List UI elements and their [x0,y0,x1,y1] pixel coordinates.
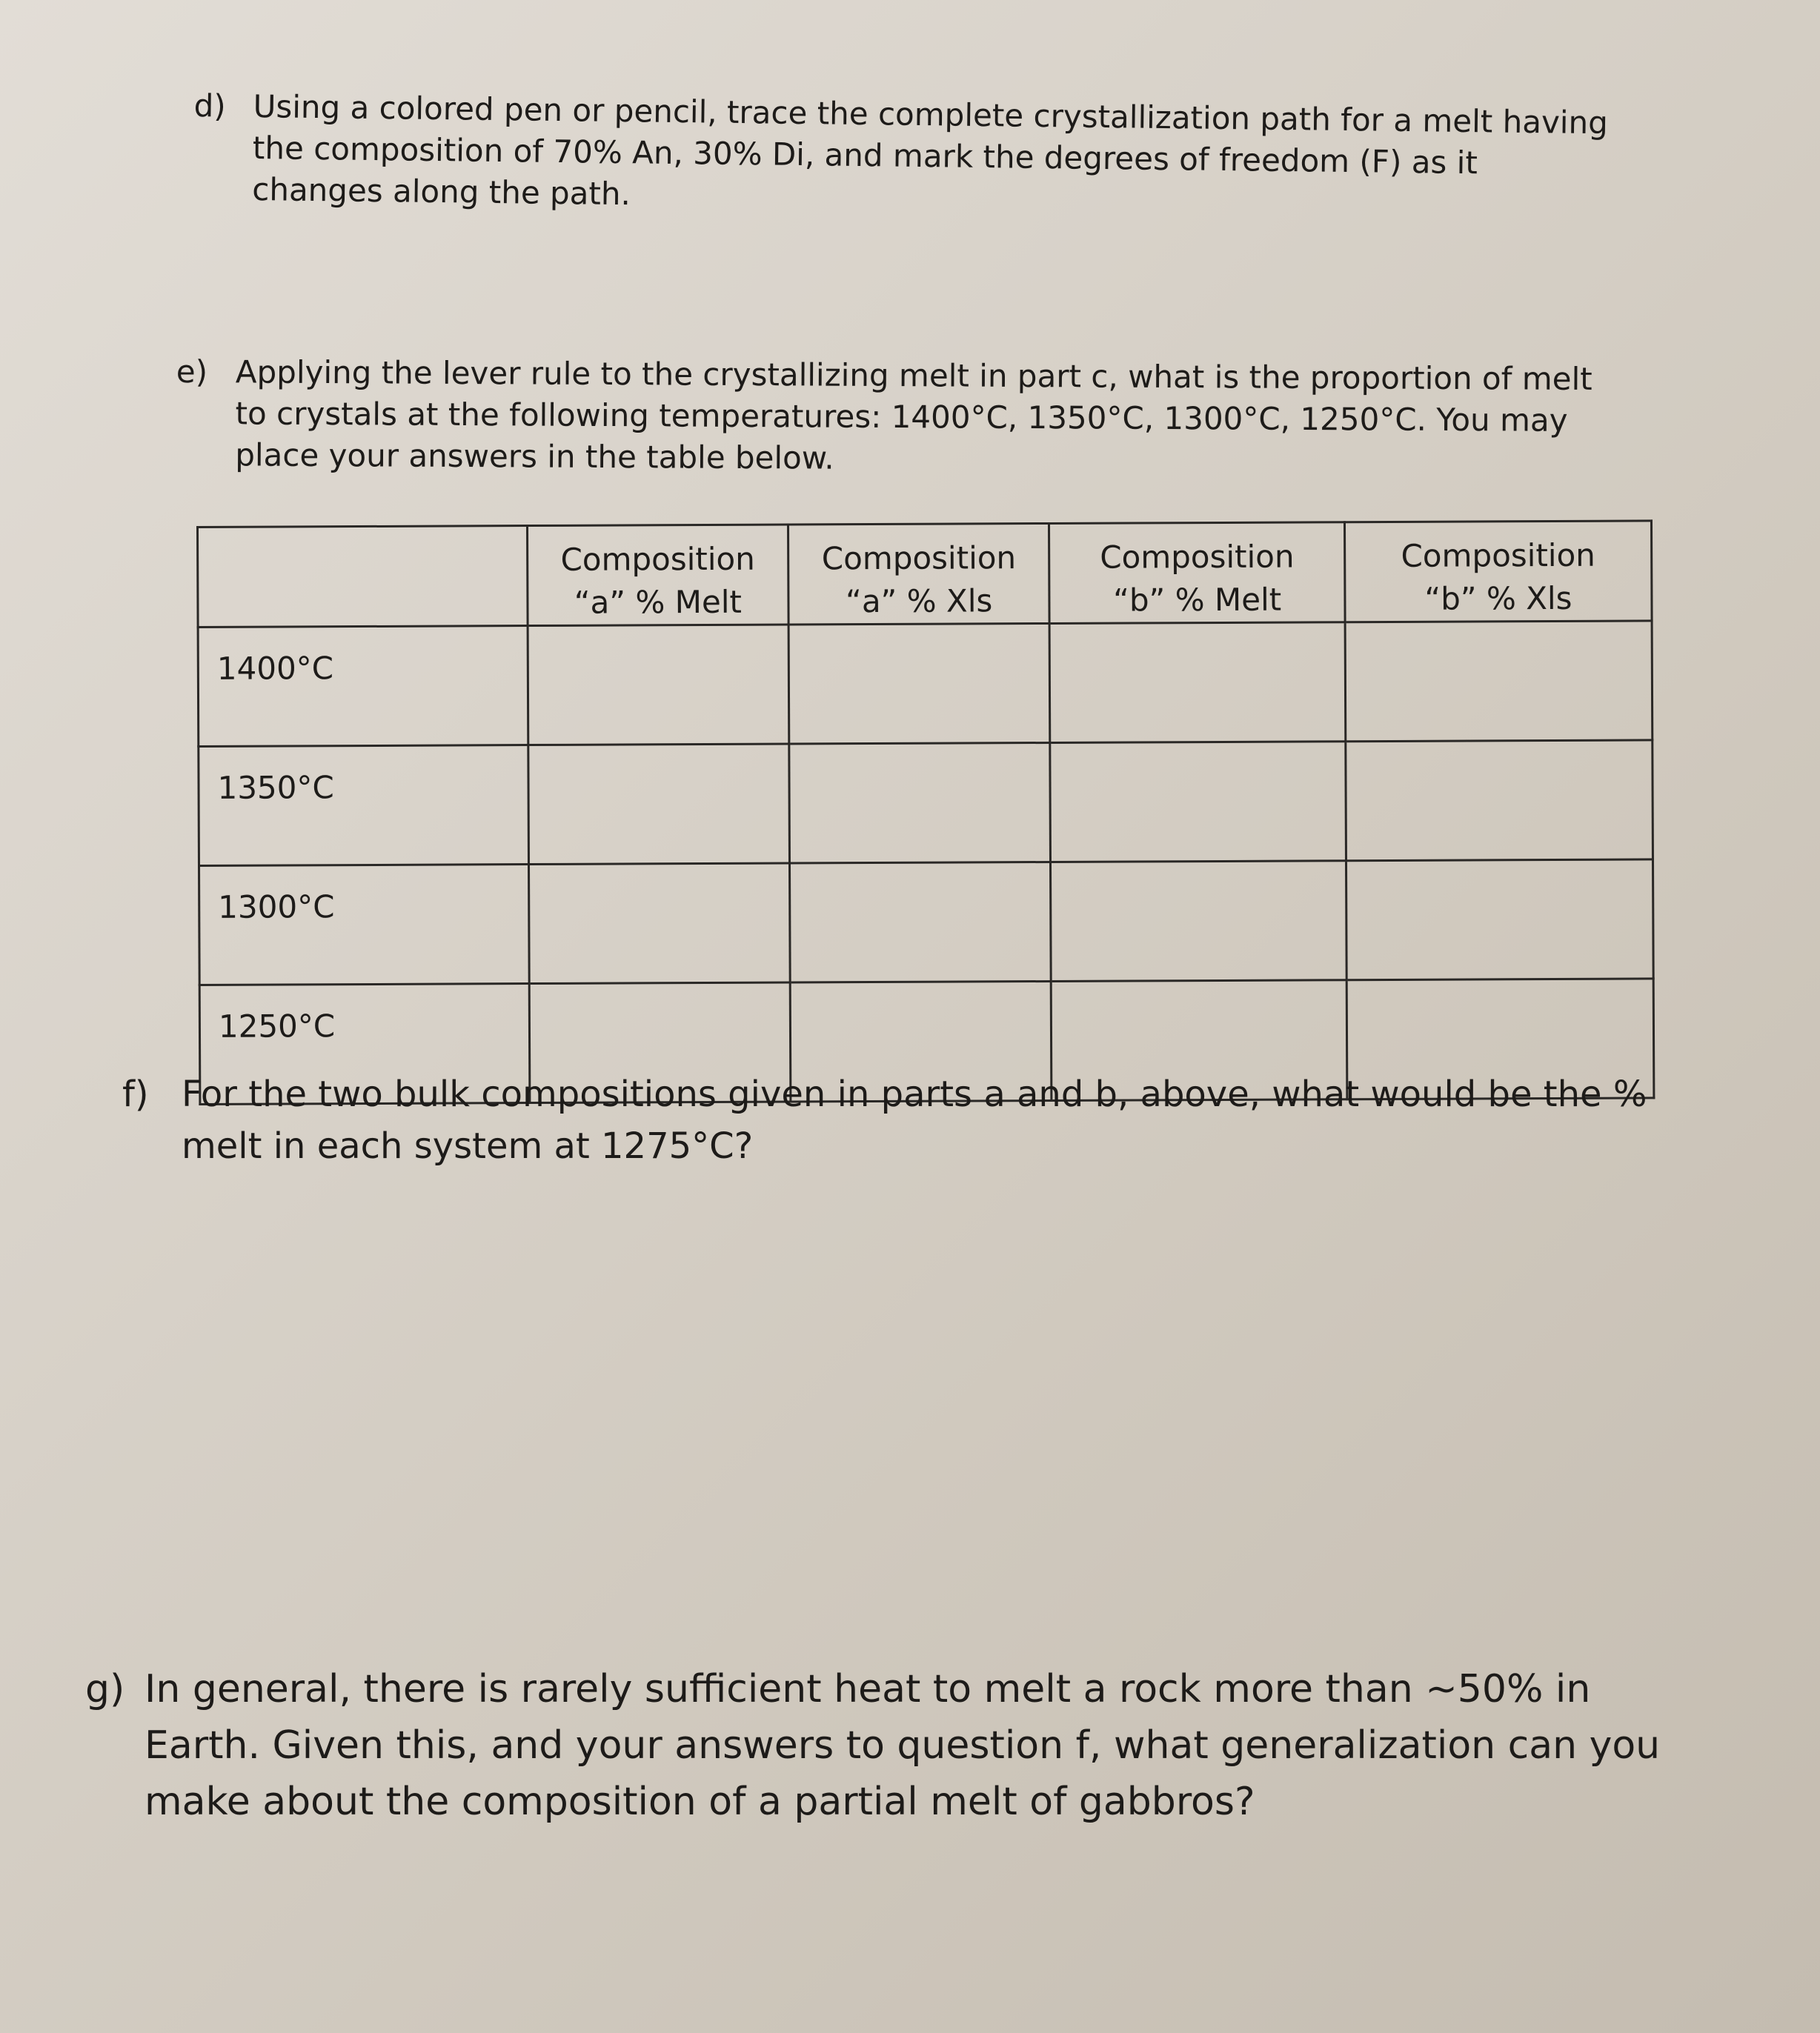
question-g-text: In general, there is rarely sufficient heat to melt a rock more than ~50% in Earth. Given this, and your answers to question f, what generalization can you make about the composition of a partial melt of gabbros? [145,1667,1661,1824]
table-header-a-melt [527,525,788,626]
answer-cell-b-xls[interactable] [1345,621,1653,742]
answer-cell-a-melt[interactable] [528,744,790,865]
answer-cell-b-xls[interactable] [1346,859,1653,980]
question-e-text: Applying the lever rule to the crystallizing melt in part c, what is the proportion of melt to crystals at the following temperatures: 1400°C, 1350°C, 1300°C, 1250°C. You may place your answers in the table below. [235,353,1592,476]
table-row [199,859,1654,985]
header-line-2: “b” % Xls [1424,579,1572,617]
row-label-1250: 1250°C [199,984,529,1105]
question-g [85,1661,1716,1830]
answer-cell-b-melt[interactable] [1050,622,1346,743]
header-line-1: Composition [560,540,755,578]
table-header-b-melt [1049,522,1345,624]
row-label-1300: 1300°C [199,865,529,985]
lever-rule-table [196,519,1655,1105]
header-line-2: “b” % Melt [1113,581,1282,619]
question-e-letter: e) [176,353,208,390]
table-header-b-xls [1344,521,1652,622]
question-e [176,351,1621,483]
table-header-empty [198,526,528,628]
table-row [198,621,1653,747]
answer-cell-a-xls[interactable] [790,862,1052,982]
row-label-1400: 1400°C [198,626,528,747]
question-f-letter: f) [122,1074,149,1115]
table-header-row [198,521,1653,628]
question-d-text: Using a colored pen or pencil, trace the complete crystallization path for a melt having the composition of 70% An, 30% Di, and mark the degrees of freedom (F) as it changes along the path. [251,87,1609,213]
header-line-1: Composition [1100,538,1295,576]
table-row [199,740,1653,866]
row-label-1350: 1350°C [199,745,528,866]
question-f-text: For the two bulk compositions given in parts a and b, above, what would be the % melt in each system at 1275°C? [182,1074,1647,1167]
answer-cell-b-xls[interactable] [1346,740,1653,861]
answer-cell-a-xls[interactable] [788,623,1050,744]
question-d-letter: d) [193,87,227,124]
question-f [122,1068,1678,1172]
answer-cell-b-melt[interactable] [1051,861,1346,982]
question-g-letter: g) [85,1667,125,1711]
answer-cell-b-melt[interactable] [1050,742,1346,862]
answer-cell-a-melt[interactable] [528,625,789,745]
header-line-2: “a” % Melt [574,583,743,621]
answer-cell-a-melt[interactable] [528,863,790,984]
header-line-1: Composition [821,539,1017,577]
header-line-1: Composition [1401,536,1595,574]
answer-cell-a-xls[interactable] [789,742,1051,863]
table-header-a-xls [788,523,1050,625]
header-line-2: “a” % Xls [846,582,993,620]
question-d [193,85,1610,227]
